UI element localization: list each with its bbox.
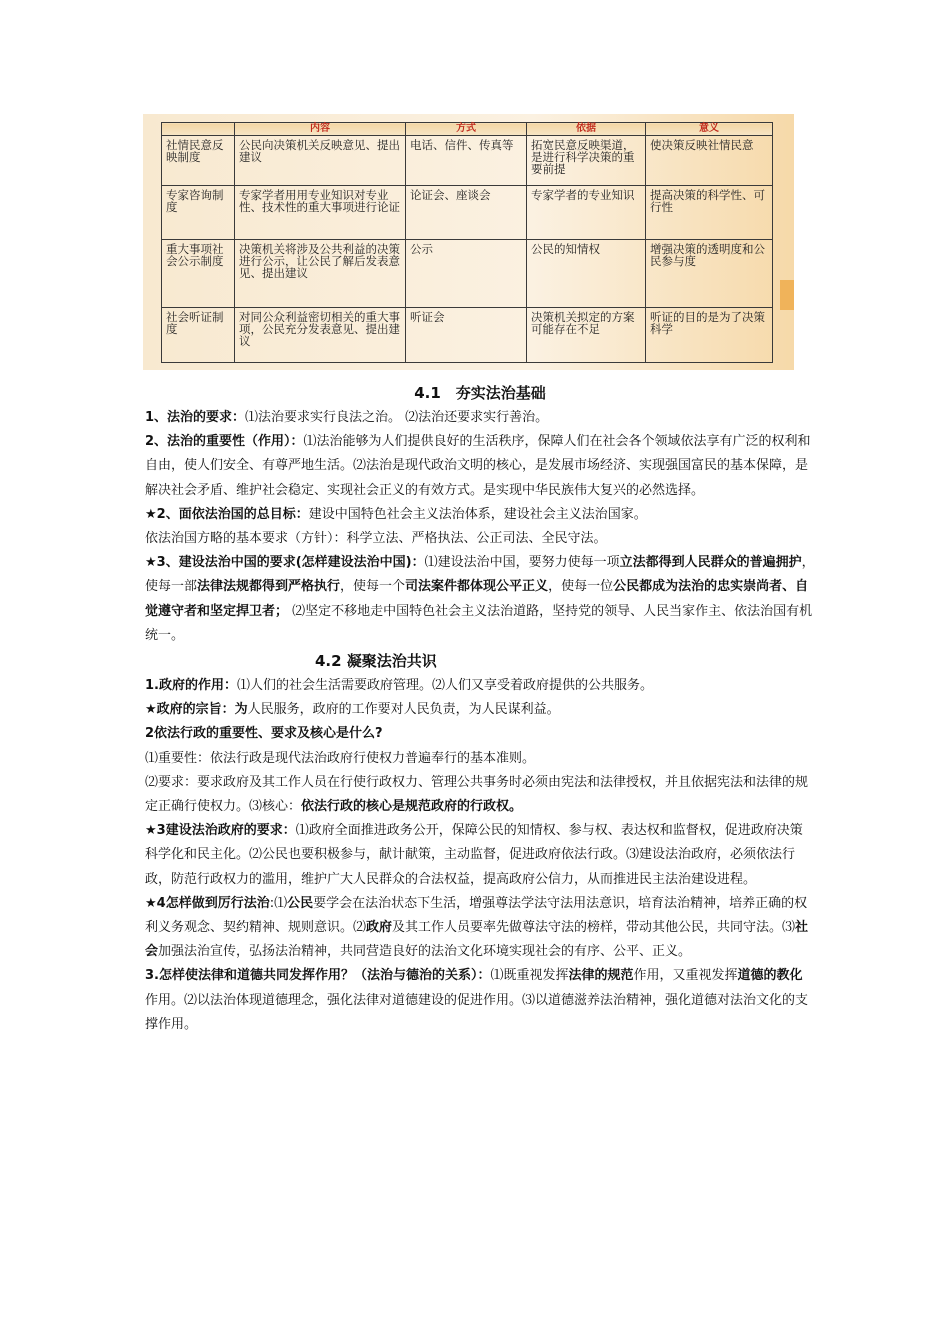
emphasis-text: 公民 [287,895,314,911]
table-header: 意义 [646,123,773,136]
paragraph-text: :⑴ [269,895,288,911]
paragraph-text: ⑵要求：要求政府及其工作人员在行使行政权力、管理公共事务时必须由宪法和法律授权，并且依据宪法和法律的规定正确行使权力。⑶核心： [145,774,809,815]
table-row [162,308,773,363]
paragraph [145,722,815,746]
table-cell: 专家学者的专业知识 [527,186,646,240]
table-cell: 决策机关将涉及公共利益的决策进行公示，让公民了解后发表意见、提出建议 [235,240,406,308]
table-cell: 论证会、座谈会 [406,186,527,240]
paragraph-text: 要学会在法治状态下生活，增强尊法学法守法用法意识，培育法治精神，培养正确的权利义务观念、契约精神、规则意识。⑵ [145,895,808,936]
paragraph-heading: 2依法行政的重要性、要求及核心是什么? [145,726,383,742]
paragraph-text: 加强法治宣传，弘扬法治精神，共同营造良好的法治文化环境实现社会的有序、公平、正义。 [158,944,692,960]
table-cell: 公示 [406,240,527,308]
paragraph-text: 作用，又重视发挥 [633,968,738,984]
paragraph [145,430,815,503]
paragraph-heading: ★2、面依法治国的总目标： [145,506,309,522]
emphasis-text: 法律法规都得到严格执行 [197,579,341,595]
table-cell: 增强决策的透明度和公民参与度 [646,240,773,308]
section-title-4-1: 4.1 夯实法治基础 [414,384,546,402]
emphasis-text: 道德的教化 [737,968,803,984]
paragraph-text: 作用。⑵以法治体现道德理念，强化法律对道德建设的促进作用。⑶以道德滋养法治精神，强化道德对法治文化的支撑作用。 [145,992,809,1032]
table-row [162,240,773,308]
paragraph-text: ⑴政府全面推进政务公开，保障公民的知情权、参与权、表达权和监督权，促进政府决策科学化和民主化。⑵公民也要积极参与，献计献策，主动监督，促进政府依法行政。⑶建设法治政府，必须依法行政，防范行政权力的滥用，维护广大人民群众的合法权益，提高政府公信力，从而推进民主法治建设进程。 [145,823,803,887]
paragraph: ⑴重要性：依法行政是现代法治政府行使权力普遍奉行的基本准则。 [145,750,536,766]
paragraph [145,551,815,648]
paragraph-heading: ★3建设法治政府的要求： [145,823,296,839]
paragraph-text: ，使每一个 [340,579,406,595]
table-row [162,136,773,186]
table-header: 依据 [527,123,646,136]
paragraph [145,892,815,965]
paragraph-text: ⑴人们的社会生活需要政府管理。⑵人们又享受着政府提供的公共服务。 [236,678,653,694]
paragraph-text: ⑴既重视发挥 [490,968,569,984]
paragraph-heading: ★3、建设法治中国的要求(怎样建设法治中国)： [145,555,425,571]
table-cell: 提高决策的科学性、可行性 [646,186,773,240]
emphasis-text: 司法案件都体现公平正义 [405,579,549,595]
emphasis-text: 公民都成为法治的忠实崇尚者、自觉遵守者和坚定捍卫者； [145,579,809,619]
emphasis-text: 政府 [366,920,393,936]
table-cell: 电话、信件、传真等 [406,136,527,186]
paragraph-heading: 2、法治的重要性（作用）： [145,434,304,450]
paragraph [145,503,815,527]
paragraph [145,964,815,1037]
paragraph [145,819,815,892]
paragraph [145,698,815,722]
paragraph-heading: 1.政府的作用： [145,678,237,694]
table-row [162,186,773,240]
institutions-table-image [143,114,794,370]
paragraph-heading: ★4怎样做到厉行法治 [145,895,270,911]
emphasis-text: 依法行政的核心是规范政府的行政权。 [301,799,523,815]
table-cell: 社会听证制度 [162,308,235,363]
paragraph-text: 人民服务，政府的工作要对人民负责，为人民谋利益。 [247,702,560,718]
table-cell: 公民的知情权 [527,240,646,308]
decorative-bar [780,280,794,310]
paragraph-text: ⑴法治能够为人们提供良好的生活秩序，保障人们在社会各个领域依法享有广泛的权利和自由，使人们安全、有尊严地生活。⑵法治是现代政治文明的核心，是发展市场经济、实现强国富民的基本保障，是解决社会矛盾、维护社会稳定、实现社会正义的有效方式。是实现中华民族伟大复兴的必然选择。 [145,434,811,498]
document-body [145,380,815,1037]
emphasis-text: 立法都得到人民群众的普遍拥护 [619,555,802,571]
paragraph [145,406,815,430]
table-header: 内容 [235,123,406,136]
paragraph-text: ，使每一部 [145,555,815,595]
table-cell: 听证的目的是为了决策科学 [646,308,773,363]
paragraph-heading: 3.怎样使法律和道德共同发挥作用？（法治与德治的关系）： [145,968,491,984]
paragraph-heading: 1、法治的要求： [145,410,246,425]
table-cell: 专家咨询制度 [162,186,235,240]
table-cell: 使决策反映社情民意 [646,136,773,186]
paragraph-heading: ★政府的宗旨：为 [145,702,248,718]
table-header: 方式 [406,123,527,136]
paragraph-text: 及其工作人员要率先做尊法守法的榜样，带动其他公民，共同守法。⑶ [392,920,796,936]
table-cell: 决策机关拟定的方案可能存在不足 [527,308,646,363]
table-cell: 对同公众利益密切相关的重大事项，公民充分发表意见、提出建议 [235,308,406,363]
section-title-4-2: 4.2 凝聚法治共识 [315,652,437,671]
table-cell: 重大事项社会公示制度 [162,240,235,308]
table-cell: 拓宽民意反映渠道，是进行科学决策的重要前提 [527,136,646,186]
paragraph [145,674,815,698]
table-cell: 社情民意反映制度 [162,136,235,186]
paragraph-text: ⑴法治要求实行良法之治。 ⑵法治还要求实行善治。 [245,410,549,425]
paragraph-text: ⑴建设法治中国，要努力使每一项 [424,555,620,571]
table-header-row [162,123,773,136]
institutions-table [161,122,773,363]
paragraph: 依法治国方略的基本要求（方针）：科学立法、严格执法、公正司法、全民守法。 [145,531,607,547]
paragraph-text: 建设中国特色社会主义法治体系，建设社会主义法治国家。 [308,506,647,522]
table-cell: 专家学者用用专业知识对专业性、技术性的重大事项进行论证 [235,186,406,240]
table-cell: 听证会 [406,308,527,363]
paragraph [145,771,815,819]
emphasis-text: 法律的规范 [568,968,634,984]
table-cell: 公民向决策机关反映意见、提出建议 [235,136,406,186]
paragraph-text: ⑵坚定不移地走中国特色社会主义法治道路，坚持党的领导、人民当家作主、依法治国有机统一。 [145,603,813,643]
paragraph-text: ，使每一位 [548,579,614,595]
table-header [162,123,235,136]
emphasis-text: 社会 [145,920,809,960]
